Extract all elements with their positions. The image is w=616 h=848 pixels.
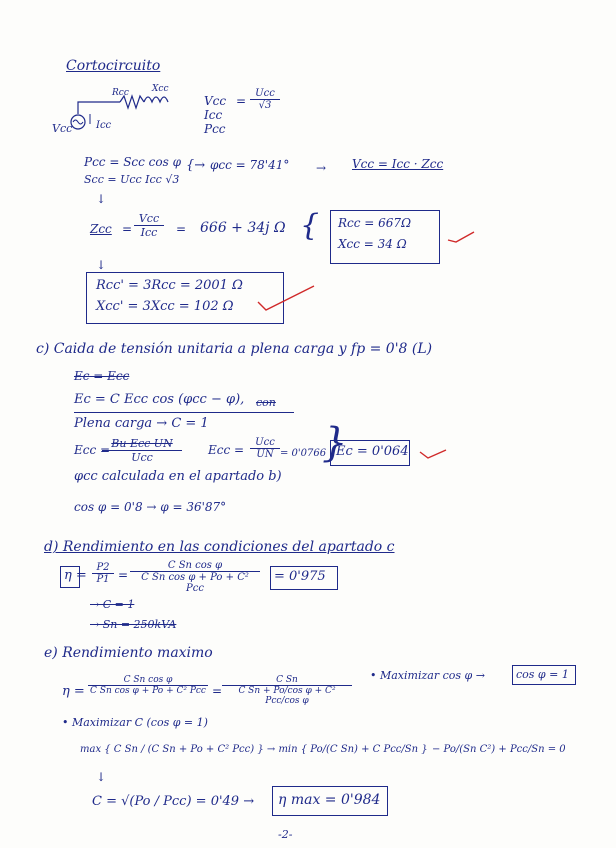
- derivative-expression: − Po/(Sn C²) + Pcc/Sn = 0: [432, 744, 566, 755]
- eta-max-result: η max = 0'984: [278, 792, 381, 808]
- p2-p1-fraction: $\frac{P2}{P1}$: [92, 562, 114, 585]
- circuit-r-label: Rcc: [112, 88, 129, 98]
- xcc-referred: Xcc' = 3Xcc = 102 Ω: [96, 299, 234, 314]
- section-c-eq1-tail: con: [256, 396, 276, 409]
- eta-symbol: η =: [64, 568, 87, 583]
- e-fraction-1: C Sn cos φ C Sn cos φ + Po + C² Pcc: [88, 675, 208, 696]
- note-sn: → Sn = 250kVA: [90, 618, 177, 631]
- vcc-zcc-equation: Vcc = Icc · Zcc: [352, 157, 444, 171]
- red-check-mark: [418, 446, 448, 460]
- e-fraction-2: C Sn C Sn + Po/cos φ + C² Pcc/cos φ: [222, 675, 352, 706]
- circuit-x-label: Xcc: [152, 84, 169, 94]
- ecc2-value: = 0'0766: [280, 448, 327, 459]
- zcc-lhs: Zcc: [90, 222, 112, 236]
- red-check-mark: [256, 284, 316, 314]
- vcc-def-fraction: Ucc √3: [250, 88, 280, 111]
- pcc-def: Pcc: [204, 122, 226, 136]
- section-e-heading: e) Rendimiento maximo: [44, 645, 213, 661]
- d-result: = 0'975: [274, 569, 326, 584]
- zcc-fraction: Vcc Icc: [134, 212, 164, 239]
- circuit-i-label: Icc: [96, 120, 112, 131]
- page-title: Cortocircuito: [66, 58, 161, 74]
- zcc-value: 666 + 34j Ω: [200, 220, 286, 236]
- rcc-value: Rcc = 667Ω: [338, 216, 412, 230]
- efficiency-fraction: C Sn cos φ C Sn cos φ + Po + C² Pcc: [130, 560, 260, 594]
- phi-cc-value: φcc = 78'41°: [210, 158, 290, 172]
- section-c-heading: c) Caida de tensión unitaria a plena carga y fp = 0'8 (L): [36, 341, 433, 357]
- rcc-referred: Rcc' = 3Rcc = 2001 Ω: [96, 278, 243, 293]
- ecc-struck-fraction: Bu Ecc UN Ucc: [102, 437, 182, 464]
- bullet-maximize-cos: • Maximizar cos φ →: [370, 669, 485, 682]
- ec-result: Ec = 0'064: [336, 444, 409, 459]
- bullet-maximize-c: • Maximizar C (cos φ = 1): [62, 716, 208, 729]
- ecc-lhs: Ecc =: [74, 443, 111, 457]
- c-optimum: C = √(Po / Pcc) = 0'49 →: [92, 794, 255, 809]
- note-c-equals-1: → C = 1: [90, 598, 135, 611]
- section-d-heading: d) Rendimiento en las condiciones del apartado c: [44, 539, 395, 555]
- vcc-def-lhs: Vcc: [204, 94, 227, 108]
- cos-phi-line: cos φ = 0'8 → φ = 36'87°: [74, 500, 227, 514]
- circuit-v-label: Vcc: [52, 122, 73, 135]
- icc-def: Icc: [204, 108, 223, 122]
- xcc-value: Xcc = 34 Ω: [338, 237, 407, 251]
- max-min-expression: max { C Sn / (C Sn + Po + C² Pcc) } → min { Po/(C Sn) + C Pcc/Sn }: [80, 744, 428, 755]
- page-number: -2-: [278, 828, 293, 841]
- ecc2-lhs: Ecc =: [208, 443, 245, 457]
- section-c-struck: Ec = Ecc: [74, 369, 130, 383]
- arrow: →: [316, 161, 327, 175]
- red-check-mark: [446, 228, 476, 244]
- cos-phi-one: cos φ = 1: [516, 668, 569, 681]
- plena-carga: Plena carga → C = 1: [74, 416, 209, 431]
- phicc-note: φcc calculada en el apartado b): [74, 469, 282, 484]
- section-c-eq1: Ec = C Ecc cos (φcc − φ),: [74, 392, 245, 407]
- ecc2-fraction: Ucc UN: [250, 437, 280, 460]
- scc-equation: Scc = Ucc Icc √3: [84, 173, 180, 186]
- eta-symbol-e: η =: [62, 684, 85, 699]
- pcc-equation: Pcc = Scc cos φ: [84, 155, 181, 169]
